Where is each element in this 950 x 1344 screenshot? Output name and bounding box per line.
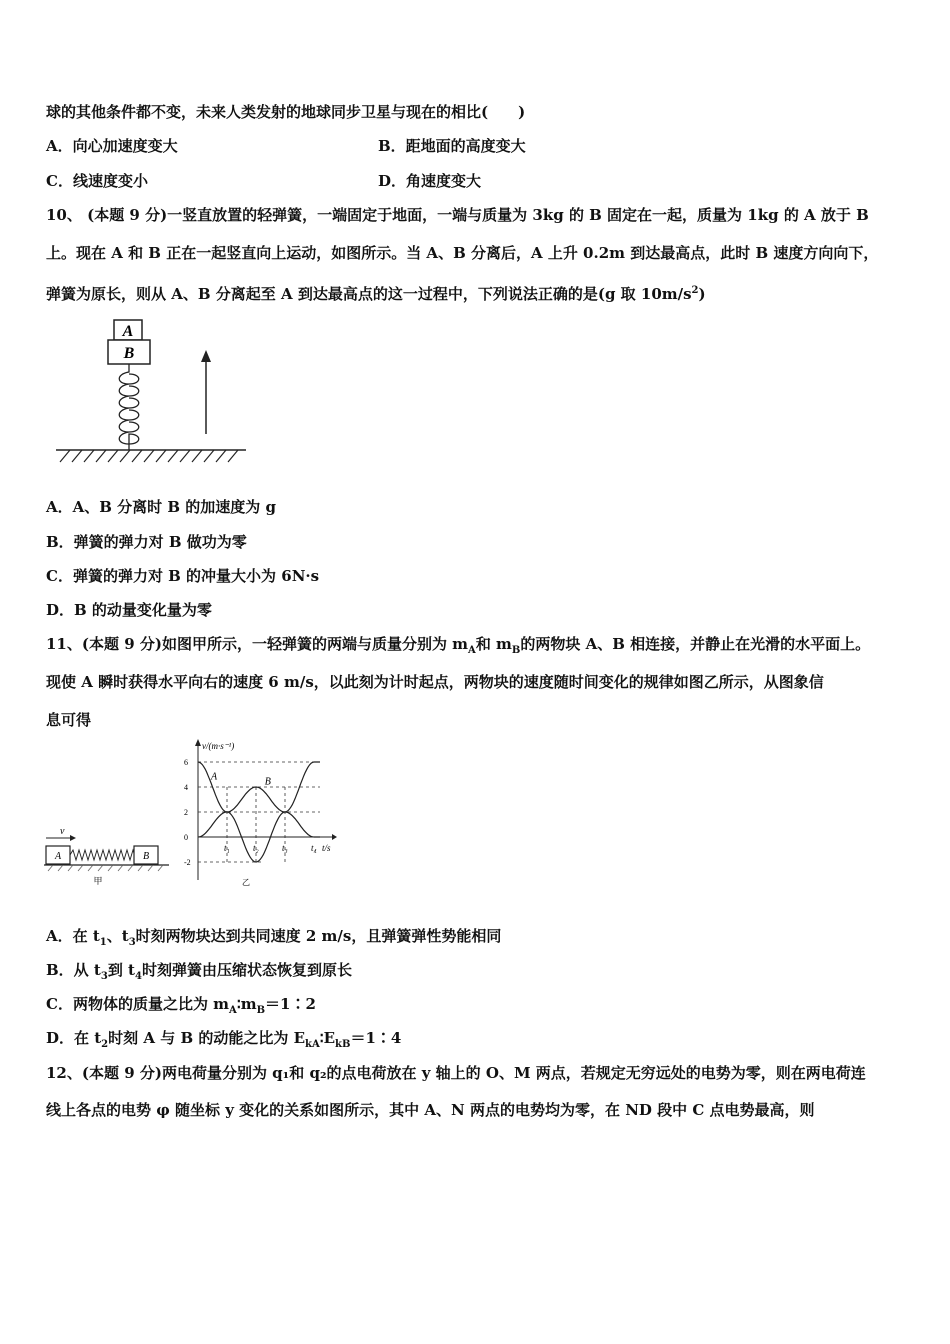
q10-stem-line1: 10、 (本题 9 分)一竖直放置的轻弹簧，一端固定于地面，一端与质量为 3kg 的 B 固定在一起，质量为 1kg 的 A 放于 B bbox=[46, 206, 869, 224]
q10-stem-line2: 上。现在 A 和 B 正在一起竖直向上运动，如图所示。当 A、B 分离后，A 上升 0.2m 到达最高点，此时 B 速度方向向下， bbox=[46, 244, 879, 262]
up-arrow-icon bbox=[201, 350, 211, 362]
q10-option-b[interactable]: B．弹簧的弹力对 B 做功为零 bbox=[46, 533, 247, 551]
block-b-label: B bbox=[142, 851, 150, 862]
ground-hatching bbox=[60, 450, 238, 462]
figure-caption: 乙 bbox=[242, 878, 250, 887]
y-tick-label: -2 bbox=[184, 858, 191, 867]
series-a-label: A bbox=[211, 771, 218, 783]
y-tick-label: 4 bbox=[184, 783, 188, 792]
q10-option-a[interactable]: A．A、B 分离时 B 的加速度为 g bbox=[46, 498, 277, 516]
x-axis-arrow-icon bbox=[332, 834, 337, 840]
x-tick-label: t₄ bbox=[311, 843, 317, 853]
y-axis-label: v/(m·s⁻¹) bbox=[202, 741, 235, 751]
q9-option-a[interactable]: A．向心加速度变大 bbox=[46, 137, 178, 155]
x-tick-label: t₁ bbox=[224, 843, 230, 853]
q11-option-c[interactable]: C．两物体的质量之比为 $m_A∶m_B=1∶2$ bbox=[46, 995, 316, 1016]
q10-spring-figure bbox=[46, 312, 256, 472]
figure-caption: 甲 bbox=[93, 877, 103, 887]
velocity-arrow-icon bbox=[70, 835, 76, 841]
spring bbox=[119, 364, 139, 450]
q12-stem-line1: 12、(本题 9 分)两电荷量分别为 q₁和 q₂的点电荷放在 y 轴上的 O、M 两点，若规定无穷远处的电势为零，则在两电荷连 bbox=[46, 1064, 866, 1082]
y-tick-label: 0 bbox=[184, 833, 188, 842]
ground-hatching bbox=[48, 865, 163, 871]
q9-option-c[interactable]: C．线速度变小 bbox=[46, 172, 148, 190]
q11-stem-line2: 现使 A 瞬时获得水平向右的速度 6 m/s，以此刻为计时起点，两物块的速度随时间变化的规律如图乙所示，从图象信 bbox=[46, 673, 824, 691]
x-tick-label: t₃ bbox=[282, 843, 288, 853]
q9-stem: 球的其他条件都不变，未来人类发射的地球同步卫星与现在的相比( ) bbox=[46, 103, 526, 121]
block-a-label: A bbox=[54, 851, 62, 862]
x-tick-label: t₂ bbox=[253, 843, 259, 853]
series-b-label: B bbox=[264, 776, 271, 788]
block-b-label: B bbox=[123, 345, 135, 362]
x-tick-labels bbox=[224, 843, 317, 853]
y-axis-arrow-icon bbox=[195, 739, 201, 746]
q9-option-d[interactable]: D．角速度变大 bbox=[378, 172, 482, 190]
q11-stem-line1: 11、(本题 9 分)如图甲所示，一轻弹簧的两端与质量分别为 $m_A$和 $m_B$的两物块 A、B 相连接，并静止在光滑的水平面上。 bbox=[46, 635, 871, 656]
q11-velocity-time-chart bbox=[180, 735, 340, 890]
y-tick-label: 6 bbox=[184, 758, 188, 767]
block-a-label: A bbox=[122, 323, 134, 340]
q9-option-b[interactable]: B．距地面的高度变大 bbox=[378, 137, 526, 155]
q11-option-d[interactable]: D．在 $t_2$时刻 A 与 B 的动能之比为 $E_{kA}∶E_{kB}=1∶4$ bbox=[46, 1029, 402, 1050]
x-axis-label: t/s bbox=[322, 843, 331, 853]
y-tick-label: 2 bbox=[184, 808, 188, 817]
q11-option-b[interactable]: B．从 $t_3$到 $t_4$时刻弹簧由压缩状态恢复到原长 bbox=[46, 961, 352, 982]
q10-option-d[interactable]: D．B 的动量变化量为零 bbox=[46, 601, 212, 619]
q10-stem-line3: 弹簧为原长，则从 A、B 分离起至 A 到达最高点的这一过程中，下列说法正确的是(g 取 $10m/s^2$) bbox=[46, 285, 706, 303]
q12-stem-line2: 线上各点的电势 φ 随坐标 y 变化的关系如图所示，其中 A、N 两点的电势均为零，在 ND 段中 C 点电势最高，则 bbox=[46, 1101, 815, 1119]
q11-option-a[interactable]: A．在 $t_1$、$t_3$时刻两物块达到共同速度 2 m/s，且弹簧弹性势能相同 bbox=[46, 927, 502, 948]
y-tick-labels bbox=[184, 758, 191, 867]
q11-figure-jia bbox=[44, 820, 174, 890]
velocity-label: v bbox=[60, 826, 65, 837]
q11-stem-line3: 息可得 bbox=[46, 711, 92, 729]
q10-option-c[interactable]: C．弹簧的弹力对 B 的冲量大小为 6N·s bbox=[46, 567, 320, 585]
